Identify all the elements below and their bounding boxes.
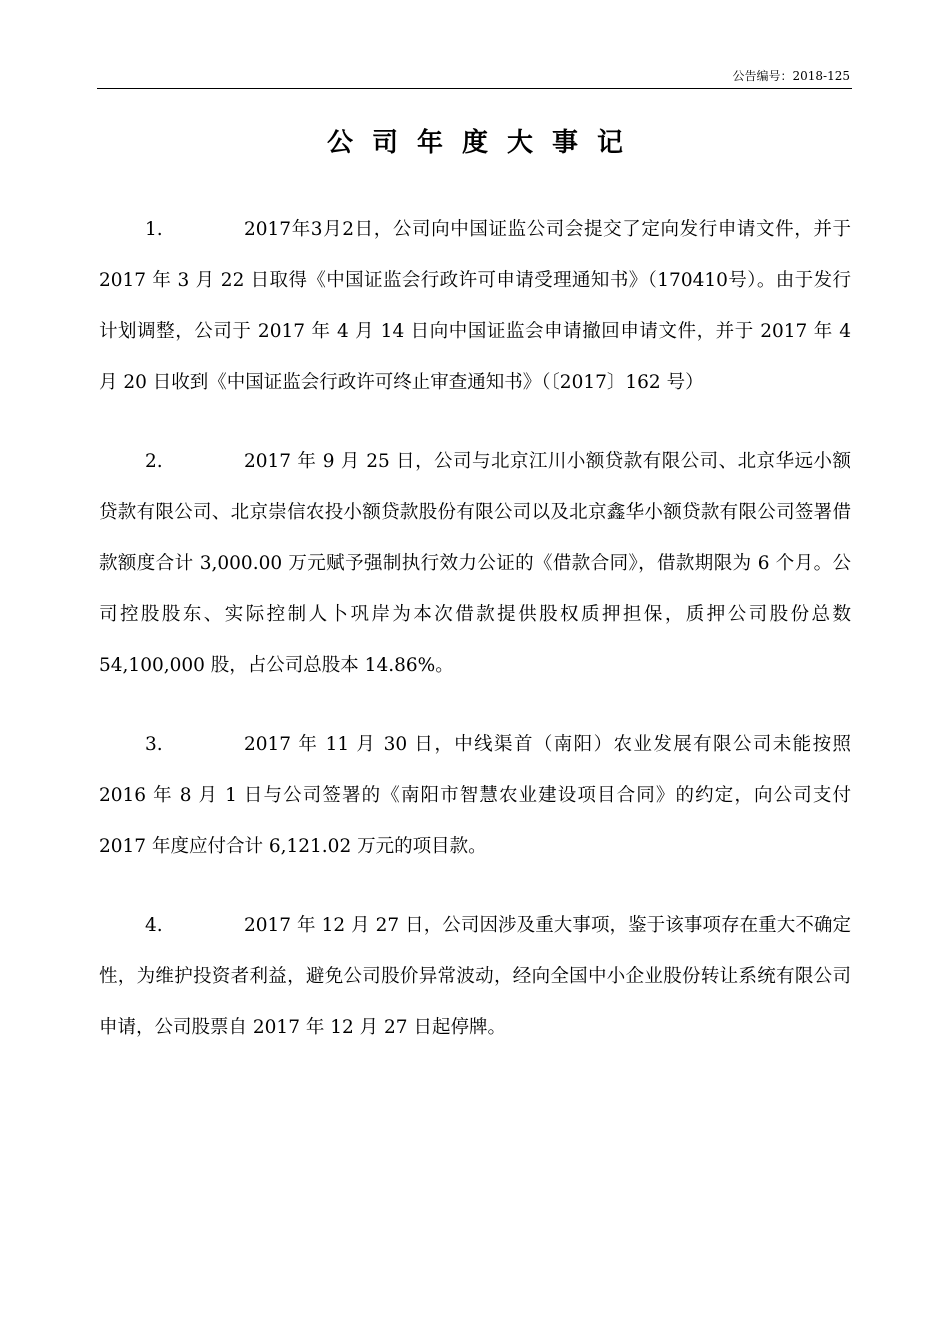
item-number: 3. <box>145 734 163 755</box>
item-text: 2017年3月2日，公司向中国证监公司会提交了定向发行申请文件，并于 2017 年 3 月 22 日取得《中国证监会行政许可申请受理通知书》（170410号）。由于发行计划调整，公司于 2017 年 4 月 14 日向中国证监会申请撤回申请文件，并于 2017 年 4 月 20 日收到《中国证监会行政许可终止审查通知书》（〔2017〕162 号） <box>99 219 851 393</box>
announcement-number: 公告编号：2018-125 <box>732 69 850 83</box>
list-item <box>99 204 851 408</box>
item-number: 4. <box>145 915 163 936</box>
event-list <box>99 204 851 1081</box>
item-text: 2017 年 12 月 27 日，公司因涉及重大事项，鉴于该事项存在重大不确定性，为维护投资者利益，避免公司股价异常波动，经向全国中小企业股份转让系统有限公司申请，公司股票自 2017 年 12 月 27 日起停牌。 <box>99 915 851 1038</box>
list-item <box>99 900 851 1053</box>
list-item <box>99 436 851 691</box>
item-number: 2. <box>145 451 163 472</box>
item-text: 2017 年 11 月 30 日，中线渠首（南阳）农业发展有限公司未能按照2016 年 8 月 1 日与公司签署的《南阳市智慧农业建设项目合同》的约定，向公司支付 2017 年度应付合计 6,121.02 万元的项目款。 <box>99 734 851 857</box>
item-number: 1. <box>145 219 163 240</box>
page-title: 公司年度大事记 <box>326 128 642 158</box>
item-text: 2017 年 9 月 25 日，公司与北京江川小额贷款有限公司、北京华远小额贷款有限公司、北京崇信农投小额贷款股份有限公司以及北京鑫华小额贷款有限公司签署借款额度合计 3,000.00 万元赋予强制执行效力公证的《借款合同》，借款期限为 6 个月。公司控股股东、实际控制人卜巩岸为本次借款提供股权质押担保，质押公司股份总数 54,100,000 股，占公司总股本 14.86%。 <box>99 451 851 676</box>
list-item <box>99 719 851 872</box>
header-divider <box>97 88 852 89</box>
